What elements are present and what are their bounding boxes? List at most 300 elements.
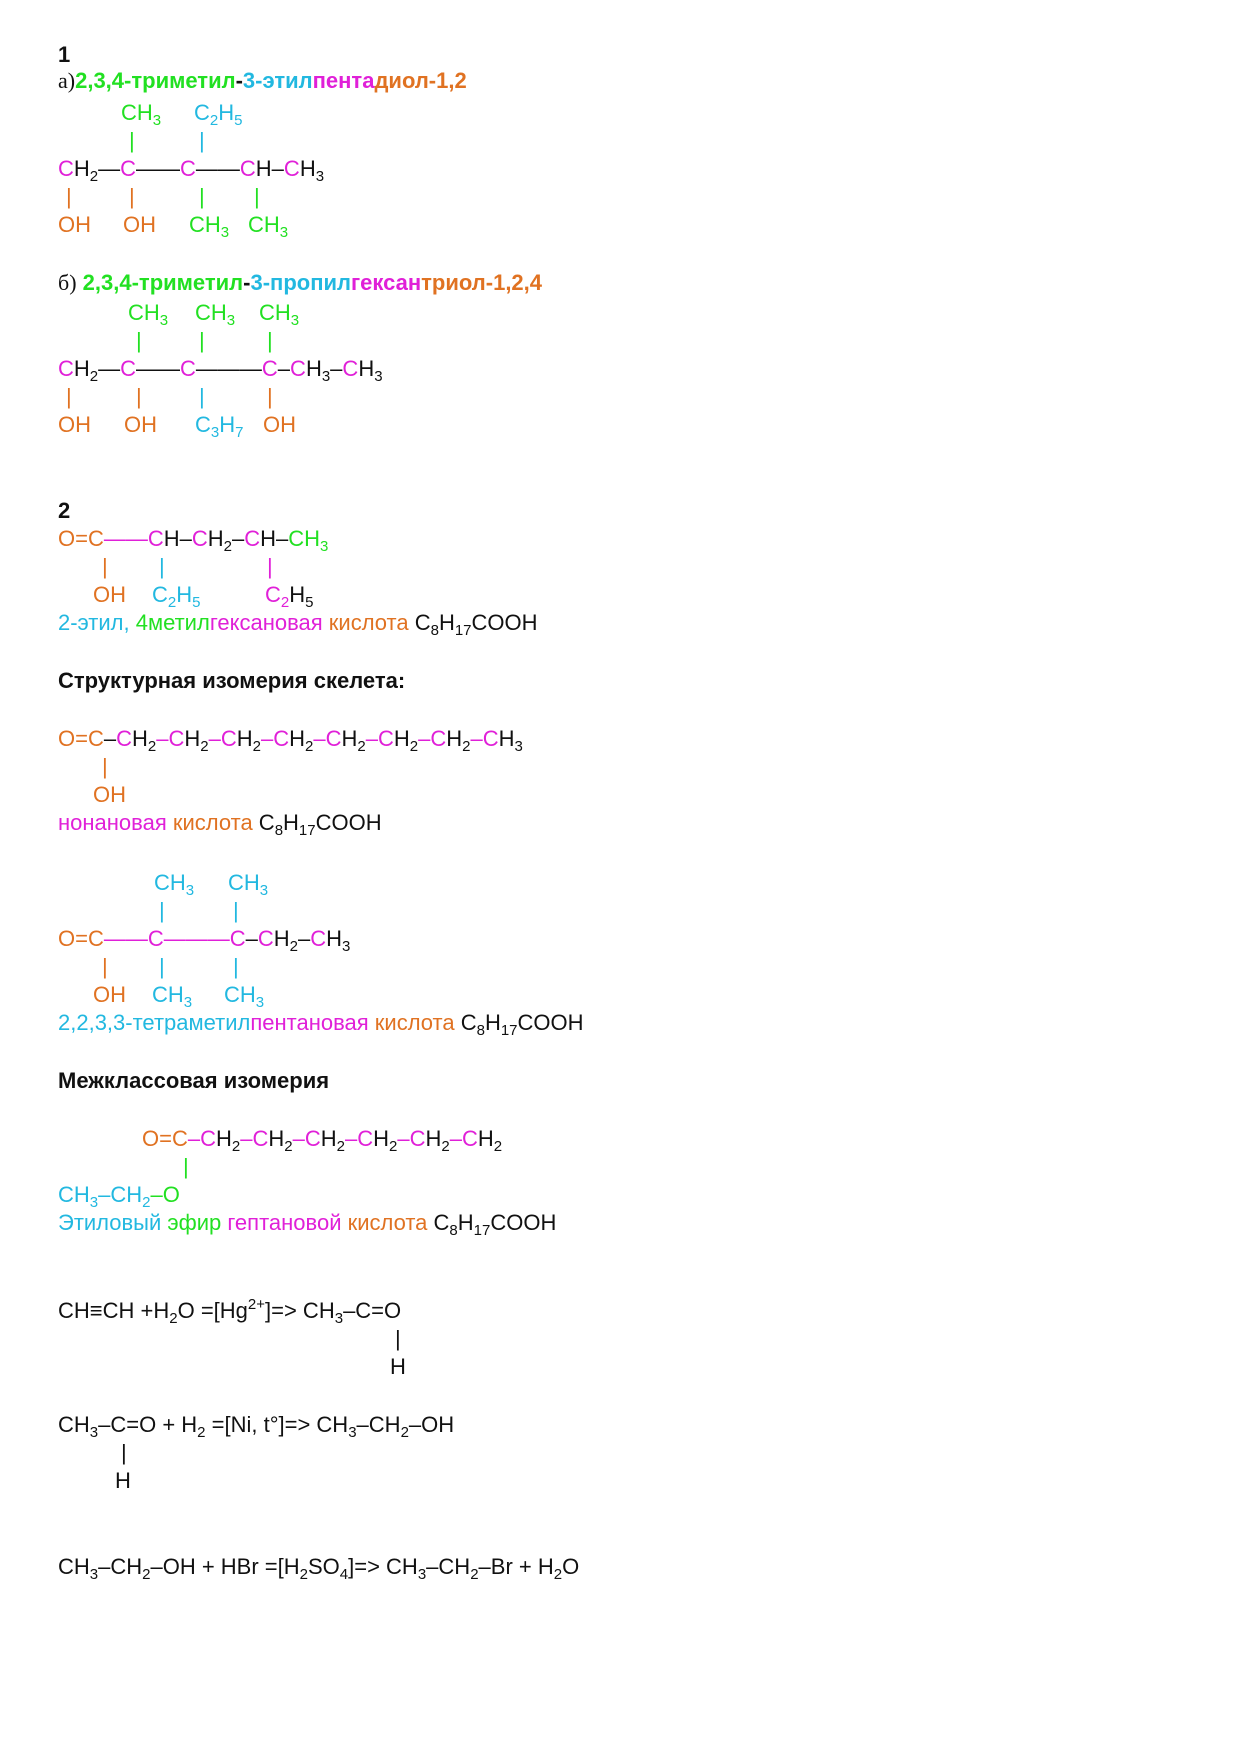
text-segment: 2,3,4-триметил bbox=[75, 68, 236, 93]
text-segment: C bbox=[147, 526, 164, 551]
text-segment: – bbox=[298, 926, 311, 951]
text-segment: 2 bbox=[147, 738, 157, 755]
text-line bbox=[390, 1354, 406, 1380]
text-segment: | bbox=[199, 184, 205, 209]
text-segment: OH bbox=[58, 212, 91, 237]
text-segment: 3 bbox=[226, 312, 236, 329]
text-segment: O =[Hg bbox=[177, 1298, 248, 1323]
text-segment: H bbox=[184, 726, 201, 751]
text-line bbox=[58, 726, 523, 755]
text-segment: | bbox=[267, 384, 273, 409]
text-line bbox=[58, 668, 405, 694]
text-segment: а) bbox=[58, 68, 76, 93]
text-segment: C bbox=[200, 1126, 216, 1151]
text-segment: 3 bbox=[89, 1424, 99, 1441]
text-segment: CH≡CH +H bbox=[58, 1298, 170, 1323]
text-line bbox=[183, 1154, 189, 1180]
text-segment: – bbox=[277, 356, 291, 381]
text-segment: – bbox=[232, 526, 245, 551]
text-segment: H– bbox=[260, 526, 289, 551]
text-segment: C bbox=[239, 156, 256, 181]
text-line bbox=[233, 954, 239, 980]
text-segment: H bbox=[390, 1354, 406, 1379]
text-segment: C bbox=[414, 610, 431, 635]
text-segment: COOH bbox=[471, 610, 538, 635]
text-segment: | bbox=[136, 384, 142, 409]
text-line bbox=[58, 498, 70, 524]
text-segment: | bbox=[199, 128, 205, 153]
text-segment: O=C bbox=[58, 526, 104, 551]
text-segment: C bbox=[430, 726, 447, 751]
text-segment: - bbox=[235, 68, 243, 93]
text-segment: б) bbox=[58, 270, 77, 295]
text-segment: CH bbox=[121, 100, 153, 125]
text-segment: OH bbox=[93, 782, 126, 807]
text-segment: C bbox=[257, 926, 274, 951]
text-segment: CH bbox=[58, 1554, 90, 1579]
text-segment: H bbox=[425, 1126, 442, 1151]
text-segment: 2 bbox=[142, 1566, 151, 1583]
text-segment: H bbox=[305, 356, 322, 381]
text-segment: 3 bbox=[259, 882, 269, 899]
text-segment: 3 bbox=[159, 312, 169, 329]
text-line bbox=[195, 300, 236, 329]
text-segment: SO bbox=[307, 1554, 340, 1579]
text-segment: H bbox=[115, 1468, 131, 1493]
text-segment: COOH bbox=[315, 810, 382, 835]
text-segment: кислота bbox=[341, 1210, 434, 1235]
text-segment: – bbox=[260, 726, 274, 751]
text-segment: Межклассовая изомерия bbox=[58, 1068, 330, 1093]
text-segment: OH bbox=[58, 412, 91, 437]
text-segment: кислота bbox=[368, 1010, 461, 1035]
text-segment: COOH bbox=[490, 1210, 557, 1235]
text-segment: 3 bbox=[185, 882, 195, 899]
text-segment: H bbox=[219, 412, 236, 437]
text-segment: 2 bbox=[357, 738, 366, 755]
text-segment: ——— bbox=[195, 356, 262, 381]
text-segment: C bbox=[342, 356, 359, 381]
text-segment: C bbox=[220, 726, 237, 751]
text-line bbox=[58, 1068, 329, 1094]
text-segment: | bbox=[102, 554, 108, 579]
text-line bbox=[152, 982, 193, 1011]
text-line bbox=[136, 384, 142, 410]
text-line bbox=[267, 328, 273, 354]
text-segment: –CH bbox=[356, 1412, 401, 1437]
text-segment: C bbox=[195, 412, 211, 437]
text-segment: – bbox=[449, 1126, 462, 1151]
text-segment: 2 bbox=[89, 168, 99, 185]
text-segment: 3 bbox=[334, 1310, 344, 1327]
text-segment: | bbox=[66, 184, 72, 209]
text-line bbox=[58, 156, 325, 185]
text-segment: 2 bbox=[197, 1424, 206, 1441]
text-segment: 2 bbox=[441, 1138, 450, 1155]
text-segment: | bbox=[136, 328, 142, 353]
text-segment: CH bbox=[58, 1412, 90, 1437]
text-segment: | bbox=[267, 554, 273, 579]
text-segment: C bbox=[120, 356, 137, 381]
text-line bbox=[58, 412, 91, 438]
text-segment: C bbox=[252, 1126, 269, 1151]
text-segment: H bbox=[341, 726, 358, 751]
text-line bbox=[93, 782, 126, 808]
text-segment: C bbox=[265, 582, 281, 607]
text-line bbox=[152, 582, 201, 611]
text-segment: 4 bbox=[339, 1566, 349, 1583]
text-segment: C bbox=[168, 726, 185, 751]
text-segment: | bbox=[199, 384, 205, 409]
text-segment: C bbox=[180, 356, 196, 381]
text-segment: | bbox=[199, 328, 205, 353]
text-segment: –C=O bbox=[343, 1298, 402, 1323]
text-segment: –CH bbox=[98, 1182, 143, 1207]
text-segment: 2 bbox=[167, 594, 177, 611]
text-segment: –Br + H bbox=[478, 1554, 554, 1579]
text-segment: 3 bbox=[348, 1424, 357, 1441]
text-segment: 3-пропил bbox=[250, 270, 351, 295]
text-segment: CH bbox=[259, 300, 291, 325]
text-segment: 3 bbox=[514, 738, 523, 755]
text-segment: ——— bbox=[163, 926, 230, 951]
text-segment: 8 bbox=[476, 1022, 485, 1039]
text-segment: | bbox=[129, 128, 135, 153]
text-segment: O=C bbox=[58, 926, 104, 951]
text-segment: | bbox=[254, 184, 260, 209]
text-segment: CH bbox=[195, 300, 227, 325]
text-segment: H bbox=[320, 1126, 337, 1151]
text-segment: C bbox=[191, 526, 208, 551]
text-segment: 7 bbox=[235, 424, 244, 441]
text-segment: CH bbox=[189, 212, 221, 237]
text-segment: 2 bbox=[400, 1424, 409, 1441]
text-line bbox=[93, 982, 126, 1008]
text-segment: CH bbox=[248, 212, 280, 237]
text-segment: —— bbox=[136, 156, 181, 181]
text-segment: OH bbox=[263, 412, 296, 437]
text-segment: – bbox=[292, 1126, 305, 1151]
text-line bbox=[248, 212, 289, 241]
text-segment: 17 bbox=[473, 1222, 491, 1239]
text-segment: 2 bbox=[389, 1138, 398, 1155]
text-segment: CH bbox=[154, 870, 186, 895]
text-segment: 8 bbox=[449, 1222, 458, 1239]
text-segment: H bbox=[216, 1126, 232, 1151]
text-segment: CH bbox=[58, 1182, 90, 1207]
text-segment: O=C bbox=[58, 726, 104, 751]
text-segment: H bbox=[358, 356, 375, 381]
text-segment: | bbox=[267, 328, 273, 353]
text-segment: =[Ni, t°]=> CH bbox=[205, 1412, 349, 1437]
text-segment: 1 bbox=[58, 42, 71, 67]
text-segment: 2 bbox=[89, 368, 99, 385]
text-line bbox=[159, 554, 165, 580]
text-segment: | bbox=[66, 384, 72, 409]
text-segment: CH bbox=[288, 526, 321, 551]
text-segment: гексан bbox=[351, 270, 422, 295]
text-segment: 2 bbox=[462, 738, 471, 755]
text-line bbox=[66, 184, 72, 210]
text-segment: H bbox=[236, 726, 253, 751]
text-segment: —— bbox=[195, 156, 240, 181]
text-segment: 2 bbox=[470, 1566, 479, 1583]
text-segment: 2-этил, bbox=[58, 610, 136, 635]
text-segment: – bbox=[344, 1126, 358, 1151]
text-segment: 2 bbox=[223, 538, 232, 555]
text-segment: - bbox=[243, 270, 251, 295]
text-line bbox=[58, 526, 329, 555]
text-segment: H bbox=[498, 726, 515, 751]
text-segment: H bbox=[477, 1126, 494, 1151]
text-segment: 5 bbox=[192, 594, 201, 611]
text-segment: H bbox=[326, 926, 343, 951]
text-segment: диол-1,2 bbox=[374, 68, 467, 93]
text-segment: —— bbox=[103, 926, 148, 951]
text-segment: триол-1,2,4 bbox=[421, 270, 543, 295]
text-line bbox=[159, 898, 165, 924]
text-segment: 2 bbox=[305, 738, 314, 755]
text-segment: C bbox=[229, 926, 246, 951]
text-segment: C bbox=[152, 582, 168, 607]
text-line bbox=[199, 128, 205, 154]
text-segment: C bbox=[409, 1126, 426, 1151]
text-segment: C bbox=[433, 1210, 450, 1235]
text-segment: 2 bbox=[280, 594, 290, 611]
text-segment: CH bbox=[224, 982, 256, 1007]
text-segment: C bbox=[460, 1010, 477, 1035]
text-segment: 17 bbox=[298, 822, 316, 839]
text-segment: 3 bbox=[342, 938, 351, 955]
text-segment: ]=> CH bbox=[265, 1298, 335, 1323]
text-line bbox=[58, 356, 383, 385]
text-segment: | bbox=[121, 1440, 127, 1465]
text-line bbox=[121, 100, 162, 129]
text-segment: C bbox=[325, 726, 342, 751]
text-segment: 2 bbox=[409, 738, 419, 755]
text-segment: H bbox=[218, 100, 235, 125]
text-segment: 3-этил bbox=[242, 68, 313, 93]
text-line bbox=[224, 982, 265, 1011]
text-segment: – bbox=[418, 726, 431, 751]
text-segment: – bbox=[240, 1126, 253, 1151]
text-line bbox=[129, 184, 135, 210]
text-segment: 3 bbox=[315, 168, 325, 185]
text-segment: 2 bbox=[169, 1310, 178, 1327]
text-segment: H bbox=[373, 1126, 390, 1151]
text-segment: —— bbox=[136, 356, 181, 381]
text-segment: – bbox=[470, 726, 483, 751]
text-line bbox=[58, 1210, 557, 1239]
text-segment: пента bbox=[312, 68, 375, 93]
text-segment: C bbox=[58, 356, 74, 381]
text-segment: H bbox=[289, 726, 306, 751]
text-segment: C bbox=[304, 1126, 321, 1151]
text-segment: 2 bbox=[200, 738, 209, 755]
text-segment: OH bbox=[93, 982, 126, 1007]
text-line bbox=[123, 212, 156, 238]
text-line bbox=[154, 870, 195, 899]
text-segment: 3 bbox=[152, 112, 162, 129]
text-segment: 3 bbox=[417, 1566, 427, 1583]
text-segment: 3 bbox=[89, 1194, 99, 1211]
text-line bbox=[58, 1554, 580, 1583]
text-segment: H bbox=[446, 726, 463, 751]
text-segment: –OH + HBr =[H bbox=[150, 1554, 300, 1579]
text-segment: –CH bbox=[98, 1554, 143, 1579]
text-segment: C bbox=[310, 926, 327, 951]
text-segment: C bbox=[273, 726, 290, 751]
text-segment: O bbox=[562, 1554, 580, 1579]
text-segment: 3 bbox=[320, 538, 329, 555]
text-segment: H bbox=[207, 526, 224, 551]
text-segment: C bbox=[194, 100, 210, 125]
text-segment: – bbox=[187, 1126, 201, 1151]
text-segment: 17 bbox=[454, 622, 472, 639]
text-line bbox=[58, 926, 351, 955]
text-line bbox=[115, 1468, 131, 1494]
text-segment: — bbox=[98, 356, 121, 381]
text-segment: C bbox=[244, 526, 261, 551]
text-segment: Структурная изомерия скелета: bbox=[58, 668, 406, 693]
text-segment: – bbox=[103, 726, 117, 751]
text-segment: | bbox=[183, 1154, 189, 1179]
text-segment: 2,3,4-триметил bbox=[82, 270, 244, 295]
text-line bbox=[93, 582, 126, 608]
text-segment: эфир bbox=[161, 1210, 228, 1235]
text-segment: 3 bbox=[290, 312, 300, 329]
text-segment: – bbox=[245, 926, 258, 951]
text-segment: | bbox=[129, 184, 135, 209]
text-segment: пентановая bbox=[250, 1010, 369, 1035]
text-segment: CH bbox=[152, 982, 184, 1007]
text-segment: 2 bbox=[142, 1194, 151, 1211]
text-segment: – bbox=[330, 356, 343, 381]
text-segment: H bbox=[176, 582, 193, 607]
text-segment: – bbox=[397, 1126, 410, 1151]
text-segment: H bbox=[299, 156, 316, 181]
text-segment: 2,2,3,3-тетраметил bbox=[58, 1010, 251, 1035]
text-line bbox=[58, 610, 538, 639]
text-segment: 2 bbox=[284, 1138, 293, 1155]
text-segment: C bbox=[116, 726, 132, 751]
text-line bbox=[58, 270, 542, 296]
text-line bbox=[142, 1126, 503, 1155]
text-segment: 5 bbox=[305, 594, 314, 611]
text-segment: CH bbox=[228, 870, 260, 895]
text-line bbox=[128, 300, 169, 329]
text-segment: кислота bbox=[166, 810, 259, 835]
text-segment: 3 bbox=[183, 994, 193, 1011]
text-line bbox=[58, 42, 70, 68]
text-segment: O=C bbox=[142, 1126, 188, 1151]
text-segment: нонановая bbox=[58, 810, 167, 835]
text-segment: H bbox=[273, 926, 290, 951]
text-segment: гексановая bbox=[209, 610, 323, 635]
text-segment: C bbox=[357, 1126, 374, 1151]
text-segment: 2 bbox=[493, 1138, 503, 1155]
text-segment: — bbox=[98, 156, 121, 181]
text-line bbox=[58, 1296, 402, 1327]
text-segment: | bbox=[102, 954, 108, 979]
text-segment: C bbox=[147, 926, 164, 951]
text-line bbox=[58, 1182, 180, 1211]
text-segment: 2 bbox=[231, 1138, 241, 1155]
text-line bbox=[58, 212, 91, 238]
text-line bbox=[265, 582, 314, 611]
text-segment: C bbox=[283, 156, 300, 181]
text-segment: –C=O + H bbox=[98, 1412, 198, 1437]
text-segment: 3 bbox=[255, 994, 265, 1011]
text-segment: H bbox=[132, 726, 148, 751]
text-segment: 2 bbox=[299, 1566, 308, 1583]
text-line bbox=[195, 412, 244, 441]
text-segment: —— bbox=[103, 526, 148, 551]
text-line bbox=[129, 128, 135, 154]
text-segment: 17 bbox=[500, 1022, 518, 1039]
text-segment: 2 bbox=[209, 112, 219, 129]
text-line bbox=[159, 954, 165, 980]
text-segment: C bbox=[261, 356, 278, 381]
text-segment: 2+ bbox=[247, 1296, 266, 1313]
text-segment: OH bbox=[123, 212, 156, 237]
text-segment: C bbox=[461, 1126, 478, 1151]
text-line bbox=[233, 898, 239, 924]
text-segment: 3 bbox=[210, 424, 220, 441]
text-line bbox=[267, 554, 273, 580]
text-segment: CH bbox=[128, 300, 160, 325]
text-segment: H bbox=[438, 610, 455, 635]
text-segment: H bbox=[268, 1126, 285, 1151]
text-segment: | bbox=[233, 954, 239, 979]
text-segment: –CH bbox=[426, 1554, 471, 1579]
text-segment: – bbox=[156, 726, 169, 751]
text-segment: C bbox=[377, 726, 394, 751]
text-line bbox=[259, 300, 300, 329]
text-line bbox=[267, 384, 273, 410]
text-segment: 2 bbox=[252, 738, 261, 755]
text-segment: OH bbox=[93, 582, 126, 607]
text-segment: COOH bbox=[517, 1010, 584, 1035]
text-segment: 3 bbox=[374, 368, 383, 385]
text-segment: 3 bbox=[89, 1566, 99, 1583]
text-line bbox=[199, 184, 205, 210]
text-segment: | bbox=[159, 898, 165, 923]
text-line bbox=[124, 412, 157, 438]
text-segment: 3 bbox=[321, 368, 331, 385]
text-line bbox=[102, 754, 108, 780]
text-line bbox=[395, 1326, 401, 1352]
text-segment: | bbox=[395, 1326, 401, 1351]
text-segment: 2 bbox=[336, 1138, 345, 1155]
text-line bbox=[189, 212, 230, 241]
text-segment: H bbox=[289, 582, 306, 607]
text-line bbox=[66, 384, 72, 410]
text-segment: H bbox=[73, 356, 90, 381]
text-line bbox=[136, 328, 142, 354]
text-line bbox=[228, 870, 269, 899]
text-segment: 2 bbox=[58, 498, 71, 523]
text-segment: H bbox=[393, 726, 410, 751]
text-segment: 4метил bbox=[135, 610, 210, 635]
text-segment: C bbox=[120, 156, 137, 181]
text-segment: кислота bbox=[322, 610, 415, 635]
text-line bbox=[254, 184, 260, 210]
text-segment: 2 bbox=[553, 1566, 563, 1583]
text-line bbox=[58, 810, 382, 839]
text-segment: H bbox=[283, 810, 299, 835]
text-line bbox=[58, 68, 467, 94]
